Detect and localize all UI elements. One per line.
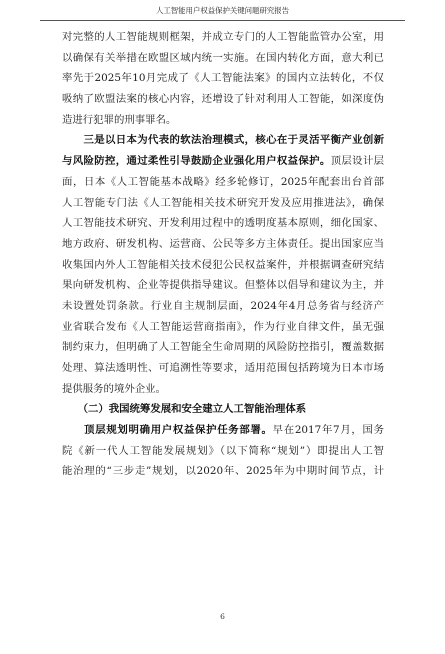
body-line: 三是以日本为代表的软法治理模式，核心在于灵活平衡产业创新 — [62, 134, 384, 147]
body-line: 未设置处罚条款。行业自主规制层面，2024年4月总务省与经济产 — [62, 299, 384, 312]
running-header: 人工智能用户权益保护关键问题研究报告 — [155, 6, 290, 15]
body-text: 顶层设计层 — [330, 155, 384, 168]
page-number: 6 — [220, 612, 225, 621]
body-line: 处理、算法透明性、可追溯性等要求，适用范围包括跨境为日本市场 — [62, 362, 384, 374]
body-line — [62, 151, 384, 172]
body-line: 制约束力，但明确了人工智能全生命周期的风险防控指引，覆盖数据 — [62, 341, 384, 354]
body-line: 业省联合发布《人工智能运营商指南》，作为行业自律文件，虽无强 — [62, 320, 384, 333]
body-text: 早在2017年7月，国务 — [272, 424, 384, 437]
page-body — [62, 27, 384, 482]
body-line: 收集国内外人工智能相关技术侵犯公民权益案件，并根据调查研究结 — [62, 258, 384, 271]
body-line: 果向研发机构、企业等提供指导建议。但整体以倡导和建议为主，并 — [62, 279, 384, 292]
body-line: 人工智能技术研究、开发利用过程中的透明度基本原则，细化国家、 — [62, 217, 384, 230]
body-line: 提供服务的境外企业。 — [62, 382, 166, 395]
bold-lead-text: 与风险防控，通过柔性引导鼓励企业强化用户权益保护。 — [62, 155, 331, 168]
body-line: 地方政府、研发机构、运营商、公民等多方主体责任。提出国家应当 — [62, 237, 384, 250]
header-rule — [40, 20, 405, 21]
body-line: 以确保有关举措在欧盟区域内统一实施。在国内转化方面，意大利已 — [62, 51, 384, 64]
body-line: 造进行犯罪的刑事罪名。 — [62, 113, 177, 126]
body-line: 吸纳了欧盟法案的核心内容，还增设了针对利用人工智能，如深度伪 — [62, 93, 384, 106]
body-line: 对完整的人工智能规则框架，并成立专门的人工智能监管办公室，用 — [62, 31, 384, 43]
body-line: 能治理的“三步走”规划，以2020年、2025年为中期时间节点，计 — [62, 465, 384, 478]
body-line: 人工智能专门法《人工智能相关技术研究开发及应用推进法》，确保 — [62, 196, 384, 209]
bold-lead-text: 顶层规划明确用户权益保护任务部署。 — [62, 424, 273, 437]
body-line: （二）我国统筹发展和安全建立人工智能治理体系 — [62, 403, 307, 416]
body-line: 率先于2025年10月完成了《人工智能法案》的国内立法转化，不仅 — [62, 72, 384, 85]
body-line: 院《新一代人工智能发展规划》（以下简称“规划”）即提出人工智 — [62, 444, 384, 457]
body-line: 面，日本《人工智能基本战略》经多轮修订，2025年配套出台首部 — [62, 175, 384, 188]
body-line — [62, 420, 384, 441]
